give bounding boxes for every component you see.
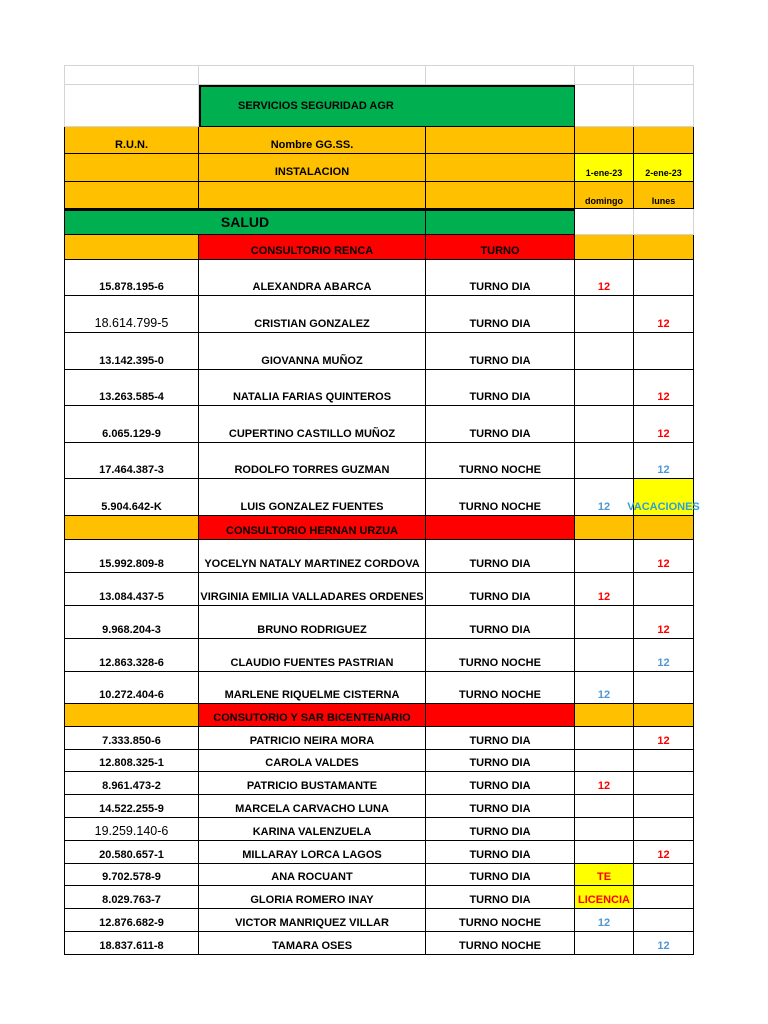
date-1[interactable]: 1-ene-23 (575, 154, 634, 182)
day1-cell[interactable]: 12 (575, 672, 634, 704)
day1-cell[interactable] (575, 606, 634, 639)
day1-cell[interactable] (575, 750, 634, 772)
cell[interactable] (64, 182, 199, 209)
day2-cell[interactable]: 12 (634, 932, 694, 955)
run-cell[interactable]: 7.333.850-6 (64, 727, 199, 750)
cell[interactable] (634, 235, 694, 260)
turno-cell[interactable]: TURNO NOCHE (426, 672, 575, 704)
day1-cell[interactable] (575, 406, 634, 443)
table-row (64, 606, 694, 639)
day2-cell[interactable]: 12 (634, 727, 694, 750)
nombre-cell[interactable]: ANA ROCUANT (199, 864, 426, 886)
day1-cell[interactable]: 12 (575, 772, 634, 795)
table-row (64, 370, 694, 406)
turno-cell[interactable]: TURNO DIA (426, 296, 575, 333)
day2-cell[interactable] (634, 750, 694, 772)
turno-cell[interactable]: TURNO DIA (426, 406, 575, 443)
day1-cell[interactable] (575, 795, 634, 818)
table-row (64, 260, 694, 296)
nombre-cell[interactable]: KARINA VALENZUELA (199, 818, 426, 841)
day1-cell[interactable]: 12 (575, 909, 634, 932)
table-row (64, 540, 694, 573)
table-row (64, 909, 694, 932)
cell[interactable] (426, 127, 575, 154)
turno-cell[interactable]: TURNO NOCHE (426, 443, 575, 479)
day2-cell[interactable] (634, 818, 694, 841)
cell[interactable] (199, 182, 426, 209)
turno-cell[interactable]: TURNO DIA (426, 841, 575, 864)
category-salud[interactable]: SALUD (64, 209, 426, 235)
day2-cell[interactable]: 12 (634, 406, 694, 443)
sheet-title[interactable]: SERVICIOS SEGURIDAD AGR (199, 85, 575, 127)
blank-row (64, 65, 694, 85)
table-row (64, 333, 694, 370)
day-1[interactable]: domingo (575, 182, 634, 209)
header-instalacion[interactable]: INSTALACION (199, 154, 426, 182)
category-row (64, 209, 694, 235)
table-row (64, 864, 694, 886)
day1-cell[interactable]: 12 (575, 260, 634, 296)
title-row (64, 85, 694, 127)
nombre-cell[interactable]: PATRICIO BUSTAMANTE (199, 772, 426, 795)
day1-cell[interactable] (575, 443, 634, 479)
day1-cell[interactable] (575, 932, 634, 955)
nombre-cell[interactable]: ALEXANDRA ABARCA (199, 260, 426, 296)
section-name[interactable]: CONSULTORIO RENCA (199, 235, 426, 260)
section-header-row (64, 235, 694, 260)
run-cell[interactable]: 5.904.642-K (64, 479, 199, 516)
cell[interactable] (575, 516, 634, 540)
day2-cell[interactable] (634, 672, 694, 704)
day2-cell[interactable]: 12 (634, 540, 694, 573)
table-row (64, 886, 694, 909)
section-turno-label[interactable] (426, 704, 575, 727)
day2-cell[interactable] (634, 573, 694, 606)
turno-cell[interactable]: TURNO DIA (426, 370, 575, 406)
instalacion-row (64, 154, 694, 182)
day1-cell[interactable] (575, 841, 634, 864)
cell[interactable] (64, 704, 199, 727)
nombre-cell[interactable]: VIRGINIA EMILIA VALLADARES ORDENES (199, 573, 426, 606)
run-cell[interactable]: 14.522.255-9 (64, 795, 199, 818)
run-cell[interactable]: 13.263.585-4 (64, 370, 199, 406)
run-cell[interactable]: 6.065.129-9 (64, 406, 199, 443)
section-turno-label[interactable]: TURNO (426, 235, 575, 260)
day2-cell[interactable]: VACACIONES (634, 479, 694, 516)
date-2[interactable]: 2-ene-23 (634, 154, 694, 182)
day-row (64, 182, 694, 209)
day1-cell[interactable] (575, 727, 634, 750)
run-cell[interactable]: 9.968.204-3 (64, 606, 199, 639)
run-cell[interactable]: 9.702.578-9 (64, 864, 199, 886)
day1-cell[interactable] (575, 540, 634, 573)
table-row (64, 932, 694, 955)
turno-cell[interactable]: TURNO NOCHE (426, 479, 575, 516)
turno-cell[interactable]: TURNO DIA (426, 606, 575, 639)
turno-cell[interactable]: TURNO DIA (426, 818, 575, 841)
day2-cell[interactable] (634, 795, 694, 818)
section-turno-label[interactable] (426, 516, 575, 540)
nombre-cell[interactable]: PATRICIO NEIRA MORA (199, 727, 426, 750)
run-cell[interactable]: 8.029.763-7 (64, 886, 199, 909)
section-name[interactable]: CONSULTORIO HERNAN URZUA (199, 516, 426, 540)
cell[interactable] (575, 235, 634, 260)
day1-cell[interactable] (575, 333, 634, 370)
table-row (64, 795, 694, 818)
cell[interactable] (64, 154, 199, 182)
nombre-cell[interactable]: BRUNO RODRIGUEZ (199, 606, 426, 639)
header-row (64, 127, 694, 154)
section-name[interactable]: CONSUTORIO Y SAR BICENTENARIO (199, 704, 426, 727)
run-cell[interactable]: 18.614.799-5 (64, 296, 199, 333)
header-run[interactable]: R.U.N. (64, 127, 199, 154)
day2-cell[interactable] (634, 772, 694, 795)
nombre-cell[interactable]: GLORIA ROMERO INAY (199, 886, 426, 909)
run-cell[interactable]: 18.837.611-8 (64, 932, 199, 955)
turno-cell[interactable]: TURNO DIA (426, 727, 575, 750)
table-row (64, 841, 694, 864)
day1-cell[interactable] (575, 370, 634, 406)
cell[interactable] (426, 209, 575, 235)
cell[interactable] (634, 704, 694, 727)
run-cell[interactable]: 13.084.437-5 (64, 573, 199, 606)
cell[interactable] (426, 182, 575, 209)
section-header-row (64, 704, 694, 727)
cell[interactable] (575, 209, 634, 235)
run-cell[interactable]: 12.808.325-1 (64, 750, 199, 772)
cell[interactable] (575, 704, 634, 727)
day1-cell[interactable]: TE (575, 864, 634, 886)
turno-cell[interactable]: TURNO DIA (426, 333, 575, 370)
nombre-cell[interactable]: TAMARA OSES (199, 932, 426, 955)
day2-cell[interactable] (634, 864, 694, 886)
day1-cell[interactable]: 12 (575, 573, 634, 606)
cell[interactable] (64, 85, 199, 127)
cell[interactable] (575, 85, 634, 127)
run-cell[interactable]: 12.876.682-9 (64, 909, 199, 932)
turno-cell[interactable]: TURNO DIA (426, 540, 575, 573)
day1-cell[interactable] (575, 639, 634, 672)
cell[interactable] (575, 65, 634, 85)
day1-cell[interactable] (575, 818, 634, 841)
cell[interactable] (426, 154, 575, 182)
table-row (64, 772, 694, 795)
cell[interactable] (64, 65, 199, 85)
table-row (64, 750, 694, 772)
day2-cell[interactable]: 12 (634, 841, 694, 864)
turno-cell[interactable]: TURNO DIA (426, 750, 575, 772)
turno-cell[interactable]: TURNO NOCHE (426, 639, 575, 672)
turno-cell[interactable]: TURNO DIA (426, 772, 575, 795)
sections (64, 235, 700, 955)
table-row (64, 672, 694, 704)
table-row (64, 573, 694, 606)
day1-cell[interactable]: 12 (575, 479, 634, 516)
day2-cell[interactable] (634, 886, 694, 909)
day2-cell[interactable] (634, 260, 694, 296)
nombre-cell[interactable]: CUPERTINO CASTILLO MUÑOZ (199, 406, 426, 443)
table-row (64, 443, 694, 479)
day-2[interactable]: lunes (634, 182, 694, 209)
cell[interactable] (634, 209, 694, 235)
day2-cell[interactable] (634, 909, 694, 932)
cell[interactable] (426, 65, 575, 85)
day2-cell[interactable]: 12 (634, 443, 694, 479)
day2-cell[interactable]: 12 (634, 606, 694, 639)
table-row (64, 727, 694, 750)
nombre-cell[interactable]: MARLENE RIQUELME CISTERNA (199, 672, 426, 704)
cell[interactable] (199, 65, 426, 85)
nombre-cell[interactable]: YOCELYN NATALY MARTINEZ CORDOVA (199, 540, 426, 573)
turno-cell[interactable]: TURNO DIA (426, 886, 575, 909)
run-cell[interactable]: 19.259.140-6 (64, 818, 199, 841)
cell[interactable] (575, 127, 634, 154)
nombre-cell[interactable]: CAROLA VALDES (199, 750, 426, 772)
nombre-cell[interactable]: VICTOR MANRIQUEZ VILLAR (199, 909, 426, 932)
table-row (64, 296, 694, 333)
cell[interactable] (634, 85, 694, 127)
nombre-cell[interactable]: GIOVANNA MUÑOZ (199, 333, 426, 370)
cell[interactable] (634, 65, 694, 85)
turno-cell[interactable]: TURNO DIA (426, 573, 575, 606)
spreadsheet (64, 65, 700, 955)
cell[interactable] (64, 235, 199, 260)
table-row (64, 406, 694, 443)
run-cell[interactable]: 10.272.404-6 (64, 672, 199, 704)
nombre-cell[interactable]: MARCELA CARVACHO LUNA (199, 795, 426, 818)
nombre-cell[interactable]: CRISTIAN GONZALEZ (199, 296, 426, 333)
cell[interactable] (634, 127, 694, 154)
table-row (64, 479, 700, 516)
run-cell[interactable]: 15.992.809-8 (64, 540, 199, 573)
run-cell[interactable]: 12.863.328-6 (64, 639, 199, 672)
run-cell[interactable]: 8.961.473-2 (64, 772, 199, 795)
nombre-cell[interactable]: LUIS GONZALEZ FUENTES (199, 479, 426, 516)
turno-cell[interactable]: TURNO NOCHE (426, 932, 575, 955)
turno-cell[interactable]: TURNO NOCHE (426, 909, 575, 932)
run-cell[interactable]: 17.464.387-3 (64, 443, 199, 479)
day2-cell[interactable]: 12 (634, 296, 694, 333)
day2-cell[interactable]: 12 (634, 370, 694, 406)
table-row (64, 639, 694, 672)
day2-cell[interactable] (634, 333, 694, 370)
day1-cell[interactable]: LICENCIA (575, 886, 634, 909)
day2-cell[interactable]: 12 (634, 639, 694, 672)
run-cell[interactable]: 15.878.195-6 (64, 260, 199, 296)
section-header-row (64, 516, 694, 540)
run-cell[interactable]: 20.580.657-1 (64, 841, 199, 864)
turno-cell[interactable]: TURNO DIA (426, 864, 575, 886)
nombre-cell[interactable]: MILLARAY LORCA LAGOS (199, 841, 426, 864)
run-cell[interactable]: 13.142.395-0 (64, 333, 199, 370)
header-nombre[interactable]: Nombre GG.SS. (199, 127, 426, 154)
cell[interactable] (634, 516, 694, 540)
nombre-cell[interactable]: RODOLFO TORRES GUZMAN (199, 443, 426, 479)
turno-cell[interactable]: TURNO DIA (426, 795, 575, 818)
nombre-cell[interactable]: CLAUDIO FUENTES PASTRIAN (199, 639, 426, 672)
cell[interactable] (64, 516, 199, 540)
nombre-cell[interactable]: NATALIA FARIAS QUINTEROS (199, 370, 426, 406)
table-row (64, 818, 694, 841)
day1-cell[interactable] (575, 296, 634, 333)
turno-cell[interactable]: TURNO DIA (426, 260, 575, 296)
